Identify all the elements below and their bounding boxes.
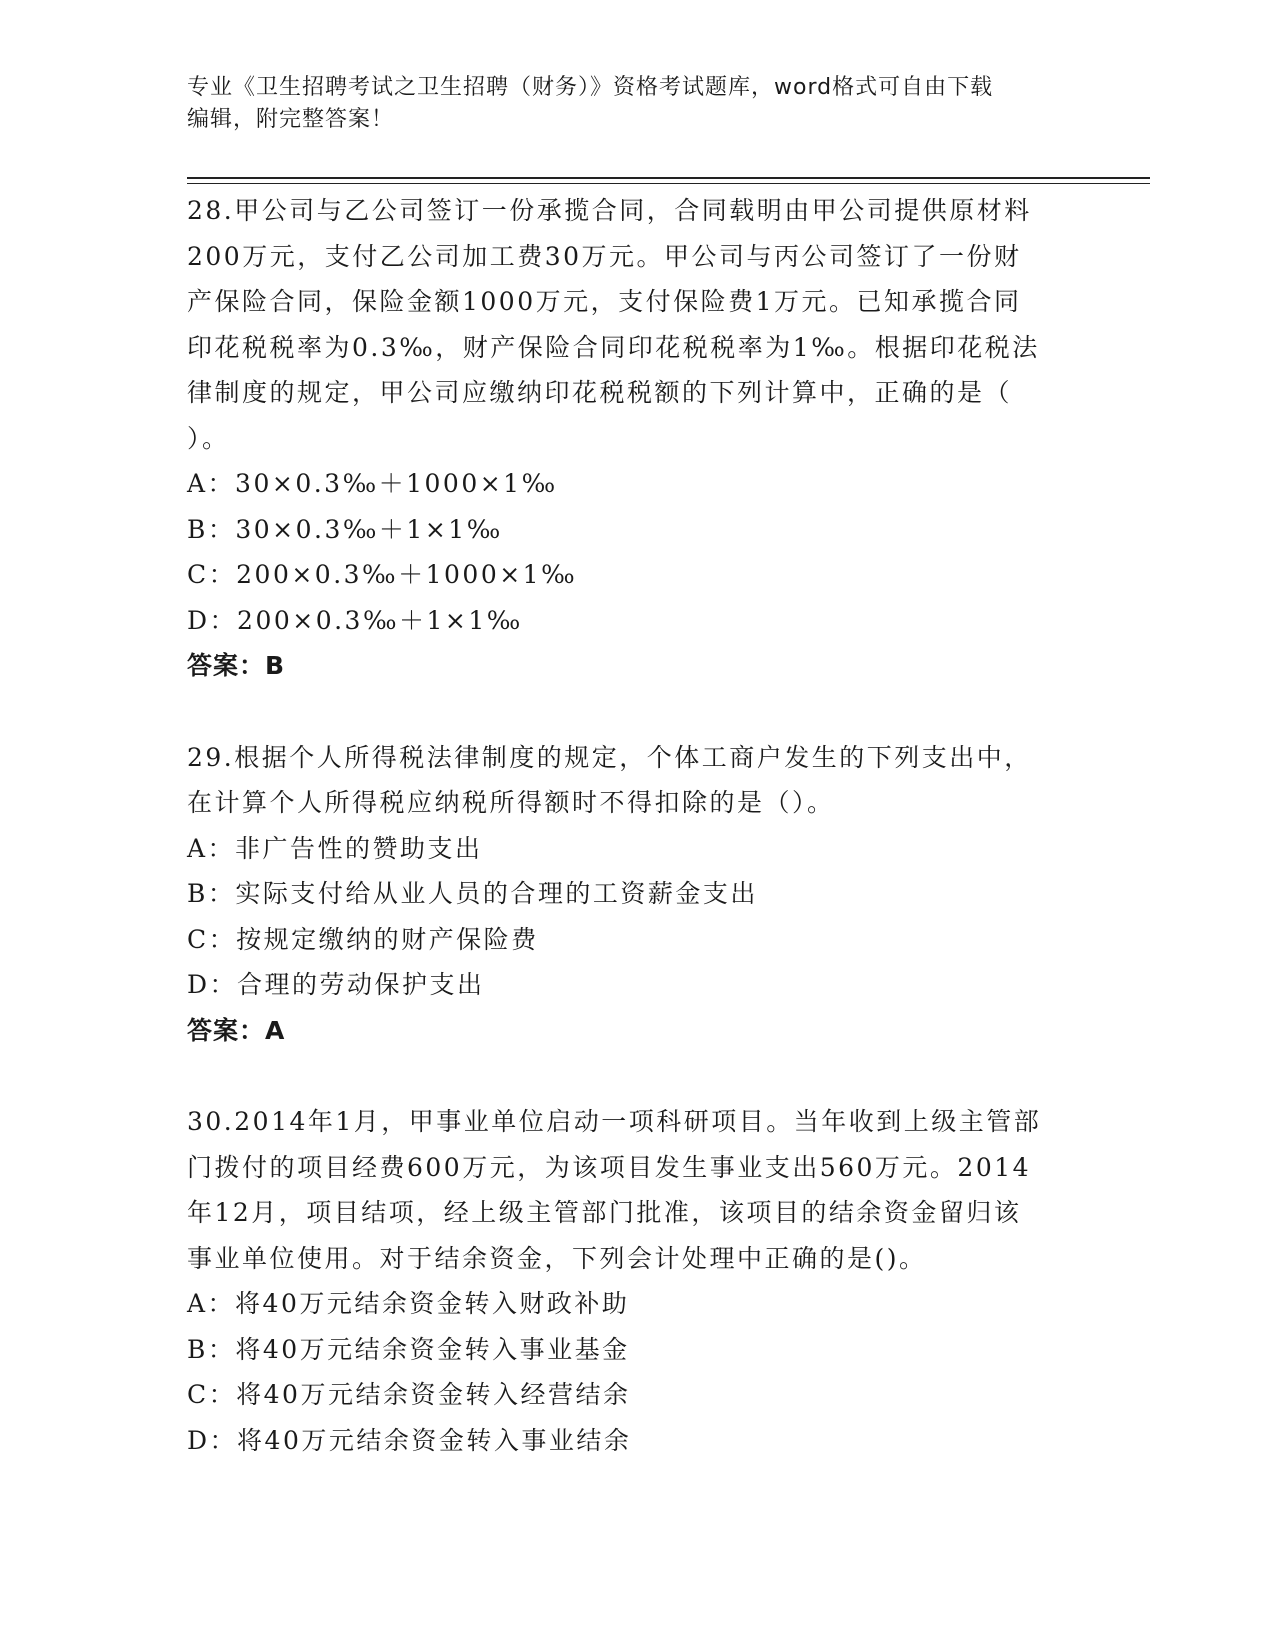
question-stem-line: 事业单位使用。对于结余资金，下列会计处理中正确的是()。: [187, 1243, 927, 1273]
question-stem-line: 年12月，项目结项，经上级主管部门批准，该项目的结余资金留归该: [187, 1198, 1022, 1227]
answer-label: 答案：B: [187, 651, 286, 680]
question-stem-line: 30.2014年1月，甲事业单位启动一项科研项目。当年收到上级主管部: [187, 1107, 1042, 1136]
option-d: D：将40万元结余资金转入事业结余: [187, 1425, 632, 1455]
option-a: A：30×0.3‰＋1000×1‰: [187, 469, 558, 498]
question-stem-line: 门拨付的项目经费600万元，为该项目发生事业支出560万元。2014: [187, 1152, 1032, 1182]
header-divider: [187, 177, 1150, 179]
header-line-2: 编辑，附完整答案！: [187, 107, 395, 132]
header-line-1: 专业《卫生招聘考试之卫生招聘（财务）》资格考试题库，word格式可自由下载: [187, 75, 994, 100]
question-28: [187, 188, 1087, 689]
question-30: [187, 1099, 1087, 1463]
option-b: B：实际支付给从业人员的合理的工资薪金支出: [187, 879, 758, 908]
question-stem-line: 在计算个人所得税应纳税所得额时不得扣除的是（）。: [187, 788, 835, 817]
page-header: [187, 72, 1077, 136]
question-stem-line: 印花税税率为0.3‰，财产保险合同印花税税率为1‰。根据印花税法: [187, 332, 1040, 362]
option-d: D：200×0.3‰＋1×1‰: [187, 605, 523, 635]
option-c: C：200×0.3‰＋1000×1‰: [187, 560, 578, 589]
question-spacer: [187, 689, 1087, 735]
option-c: C：按规定缴纳的财产保险费: [187, 924, 539, 954]
header-divider-thin: [187, 183, 1150, 184]
option-a: A：将40万元结余资金转入财政补助: [187, 1289, 630, 1318]
question-stem-line: 产保险合同，保险金额1000万元，支付保险费1万元。已知承揽合同: [187, 287, 1022, 316]
question-stem-line: ）。: [187, 423, 230, 453]
option-b: B：30×0.3‰＋1×1‰: [187, 514, 503, 544]
option-b: B：将40万元结余资金转入事业基金: [187, 1334, 630, 1364]
question-stem-line: 29.根据个人所得税法律制度的规定，个体工商户发生的下列支出中，: [187, 742, 1032, 772]
option-a: A：非广告性的赞助支出: [187, 833, 483, 863]
option-d: D：合理的劳动保护支出: [187, 970, 485, 999]
question-29: [187, 735, 1087, 1054]
answer-label: 答案：A: [187, 1015, 286, 1045]
question-stem-line: 200万元，支付乙公司加工费30万元。甲公司与丙公司签订了一份财: [187, 241, 1022, 271]
option-c: C：将40万元结余资金转入经营结余: [187, 1380, 631, 1409]
question-stem-line: 28.甲公司与乙公司签订一份承揽合同，合同载明由甲公司提供原材料: [187, 196, 1032, 225]
question-stem-line: 律制度的规定，甲公司应缴纳印花税税额的下列计算中，正确的是（: [187, 378, 1013, 407]
question-spacer: [187, 1053, 1087, 1099]
question-list: [187, 188, 1087, 1463]
